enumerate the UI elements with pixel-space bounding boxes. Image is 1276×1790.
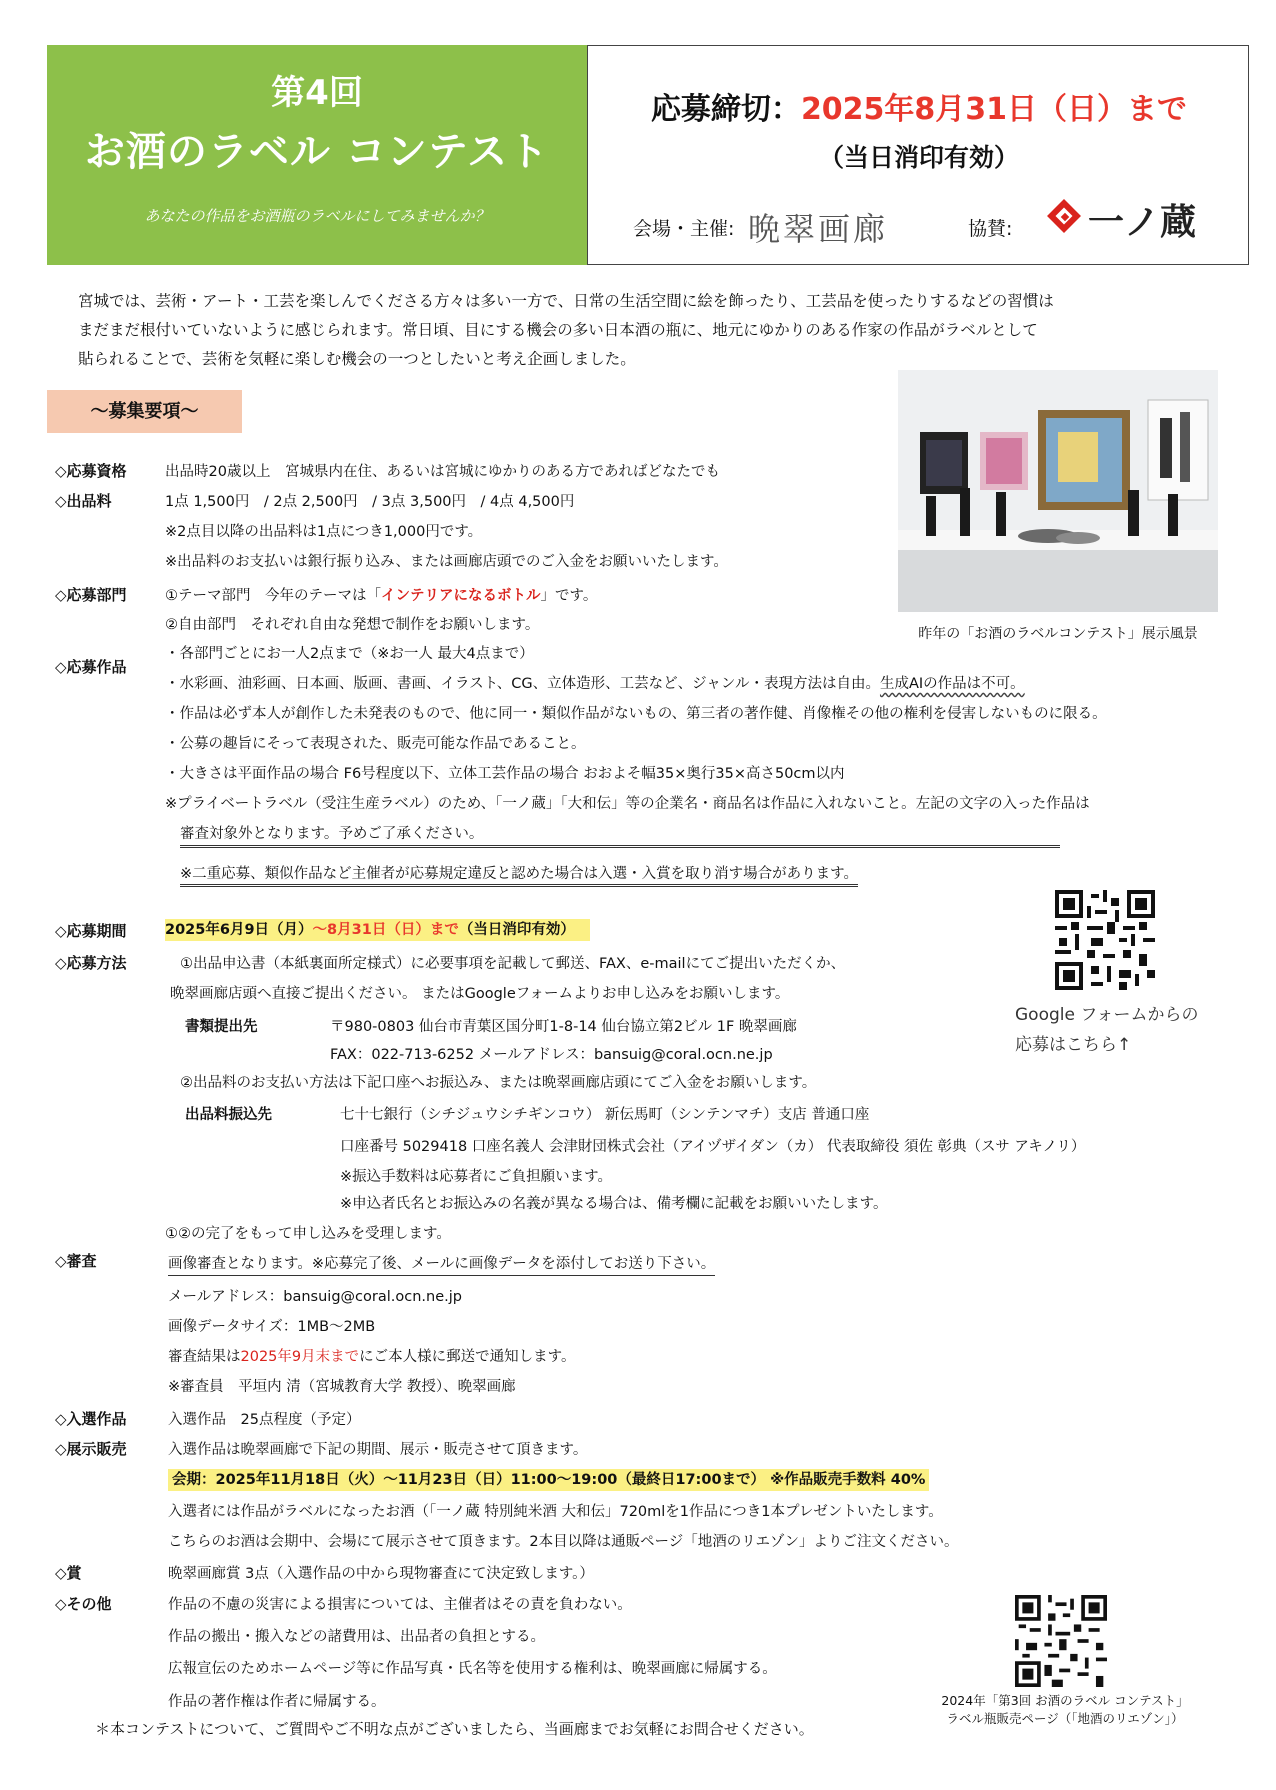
photo-caption: 昨年の「お酒のラベルコンテスト」展示風景 [918,626,1198,642]
category-free: ②自由部門 それぞれ自由な発想で制作をお願いします。 [165,617,540,633]
bank-note: ※申込者氏名とお振込みの名義が異なる場合は、備考欄に記載をお願いいたします。 [340,1196,888,1212]
period-start: 2025年6月9日（月） [165,922,313,938]
qr-caption-line: 2024年「第3回 お酒のラベル コンテスト」 [941,1693,1189,1708]
works-line: ・各部門ごとにお一人2点まで（※お一人 最大4点まで） [165,646,534,662]
google-form-caption [1015,1000,1199,1060]
shop-page-qr-code[interactable] [1015,1595,1107,1687]
judging-line: 画像審査となります。※応募完了後、メールに画像データを添付してお送り下さい。 [168,1256,715,1276]
period-highlight [165,919,590,941]
shop-page-caption [920,1692,1210,1728]
label-selected: ◇入選作品 [55,1410,127,1428]
judging-line-wrap [168,1252,715,1273]
qr-caption-line: ラベル瓶販売ページ（「地酒のリエゾン」） [946,1711,1184,1726]
exhibition-period: 会期：2025年11月18日（火）〜11月23日（日）11:00〜19:00（最終日17:00まで） ※作品販売手数料 40% [168,1469,929,1491]
qr-caption-line: 応募はこちら↑ [1015,1035,1132,1055]
header-info-panel [587,45,1249,265]
works-genre: ・水彩画、油彩画、日本画、版画、書画、イラスト、CG、立体造形、工芸など、ジャンル・表現方法は自由。 [165,676,880,692]
deadline-date: 2025年8月31日（日）まで [800,92,1188,127]
qr-caption-line: Google フォームからの [1015,1005,1199,1025]
judging-result-post: にご本人様に郵送で通知します。 [359,1349,576,1365]
works-line-wrap2 [180,862,858,883]
label-period: ◇応募期間 [55,922,127,940]
exhibition-period-wrap [168,1468,929,1489]
judging-size: 画像データサイズ：1MB〜2MB [168,1319,376,1335]
label-eligibility: ◇応募資格 [55,462,127,480]
bank-info: 七十七銀行（シチジュウシチギンコウ） 新伝馬町（シンテンマチ）支店 普通口座 [340,1107,870,1123]
intro-line: 貼られることで、芸術を気軽に楽しむ機会の一つとしたいと考え企画しました。 [78,350,636,368]
label-method: ◇応募方法 [55,954,127,972]
sponsor-logo [1043,196,1218,246]
works-line: ※プライベートラベル（受注生産ラベル）のため、「一ノ蔵」「大和伝」等の企業名・商品名は作品に入れないこと。左記の文字の入った作品は [165,796,1090,812]
fee-note: ※出品料のお支払いは銀行振り込み、または画廊店頭でのご入金をお願いいたします。 [165,554,728,570]
bank-label: 出品料振込先 [185,1107,272,1123]
doc-submit-label: 書類提出先 [185,1019,258,1035]
works-line [165,672,1025,693]
theme-name: インテリアになるボトル [381,588,541,604]
google-form-qr-code[interactable] [1055,890,1155,990]
label-exhibition: ◇展示販売 [55,1440,127,1458]
other-line: 作品の搬出・搬入などの諸費用は、出品者の負担とする。 [168,1629,545,1645]
judging-result [168,1345,575,1366]
label-judging: ◇審査 [55,1252,97,1270]
subtitle: あなたの作品をお酒瓶のラベルにしてみませんか？ [144,207,490,225]
other-line: 作品の不慮の災害による損害については、主催者はその責を負わない。 [168,1597,632,1613]
sponsor-name: 一ノ蔵 [1088,201,1197,243]
fee-note: ※2点目以降の出品料は1点につき1,000円です。 [165,524,483,540]
header-title-panel [47,45,587,265]
category-theme-pre: ①テーマ部門 今年のテーマは「 [165,588,381,604]
period-end: 〜8月31日（日）まで [312,922,459,938]
label-works: ◇応募作品 [55,658,127,676]
intro-paragraph [78,287,1188,374]
works-line: ※二重応募、類似作品など主催者が応募規定違反と認めた場合は入選・入賞を取り消す場合があります。 [180,866,858,887]
works-line: ・大きさは平面作品の場合 F6号程度以下、立体工芸作品の場合 おおよそ幅35×奥行35×高さ50cm以内 [165,766,845,782]
method-line: ①②の完了をもって申し込みを受理します。 [165,1226,451,1242]
bank-note: ※振込手数料は応募者にご負担願います。 [340,1169,612,1185]
exhibition-line: こちらのお酒は会期中、会場にて展示させて頂きます。2本目以降は通販ページ「地酒のリエゾン」よりご注文ください。 [168,1534,959,1550]
deadline [588,84,1250,128]
exhibition-line: 入選作品は晩翠画廊で下記の期間、展示・販売させて頂きます。 [168,1442,588,1458]
exhibition-photo [898,370,1218,612]
category-theme [165,584,597,605]
fee-line: 1点 1,500円 / 2点 2,500円 / 3点 3,500円 / 4点 4,500円 [165,494,575,510]
label-prize: ◇賞 [55,1564,82,1582]
doc-submit-contact: FAX：022-713-6252 メールアドレス：bansuig@coral.ocn.ne.jp [330,1047,773,1063]
judging-result-pre: 審査結果は [168,1349,241,1365]
period-text [165,918,590,939]
deadline-label: 応募締切： [650,92,801,127]
eligibility-text: 出品時20歳以上 宮城県内在住、あるいは宮城にゆかりのある方であればどなたでも [165,464,720,480]
section-heading: 〜募集要項〜 [47,390,242,433]
label-fee: ◇出品料 [55,492,112,510]
label-other: ◇その他 [55,1595,112,1613]
selected-text: 入選作品 25点程度（予定） [168,1412,361,1428]
intro-line: まだまだ根付いていないように感じられます。常日頃、目にする機会の多い日本酒の瓶に、地元にゆかりのある作家の作品がラベルとして [78,321,1038,339]
other-line: 作品の著作権は作者に帰属する。 [168,1694,386,1710]
judging-email: メールアドレス：bansuig@coral.ocn.ne.jp [168,1289,462,1305]
bank-info: 口座番号 5029418 口座名義人 会津財団株式会社（アイヅザイダン（カ） 代表取締役 須佐 彰典（スサ アキノリ） [340,1139,1086,1155]
works-line-wrap [180,822,830,848]
exhibition-line: 入選者には作品がラベルになったお酒（「一ノ蔵 特別純米酒 大和伝」720mlを1作品につき1本プレゼントいたします。 [168,1504,943,1520]
other-line: 広報宣伝のためホームページ等に作品写真・氏名等を使用する権利は、晩翠画廊に帰属する。 [168,1661,777,1677]
sponsor-label: 協賛: [968,218,1013,240]
works-line: ・作品は必ず本人が創作した未発表のもので、他に同一・類似作品がないもの、第三者の著作健、肖像権その他の権利を侵害しないものに限る。 [165,706,1107,722]
diamond-logo-icon [1047,199,1081,233]
intro-line: 宮城では、芸術・アート・工芸を楽しんでくださる方々は多い一方で、日常の生活空間に絵を飾ったり、工芸品を使ったりするなどの習慣は [78,292,1054,310]
footer-note: ＊本コンテストについて、ご質問やご不明な点がございましたら、当画廊までお気軽にお問合せください。 [95,1720,814,1738]
method-line: 晩翠画廊店頭へ直接ご提出ください。 またはGoogleフォームよりお申し込みをお願いします。 [170,986,790,1002]
method-line: ②出品料のお支払い方法は下記口座へお振込み、または晩翠画廊店頭にてご入金をお願いします。 [180,1075,817,1091]
contest-title: お酒のラベル コンテスト [84,129,550,175]
method-line: ①出品申込書（本紙裏面所定様式）に必要事項を記載して郵送、FAX、e-mailにてご提出いただくか、 [180,956,846,972]
judging-result-date: 2025年9月末まで [240,1349,360,1365]
ai-prohibited: 生成AIの作品は不可。 [879,676,1025,692]
label-category: ◇応募部門 [55,586,127,604]
venue-label: 会場・主催: [633,218,735,240]
works-line: ・公募の趣旨にそって表現された、販売可能な作品であること。 [165,736,586,752]
prize-text: 晩翠画廊賞 3点（入選作品の中から現物審査にて決定致します。） [168,1566,594,1582]
period-note: （当日消印有効） [458,922,575,938]
works-line: 審査対象外となります。予めご了承ください。 [180,822,1060,848]
venue-name: 晩翠画廊 [748,210,889,248]
title-edition: 第4回 [271,73,363,113]
category-theme-post: 」です。 [540,588,598,604]
judging-judges: ※審査員 平垣内 清（宮城教育大学 教授）、晩翠画廊 [168,1379,516,1395]
doc-submit-address: 〒980-0803 仙台市青葉区国分町1-8-14 仙台協立第2ビル 1F 晩翠画廊 [330,1019,797,1035]
deadline-note: （当日消印有効） [818,143,1019,172]
